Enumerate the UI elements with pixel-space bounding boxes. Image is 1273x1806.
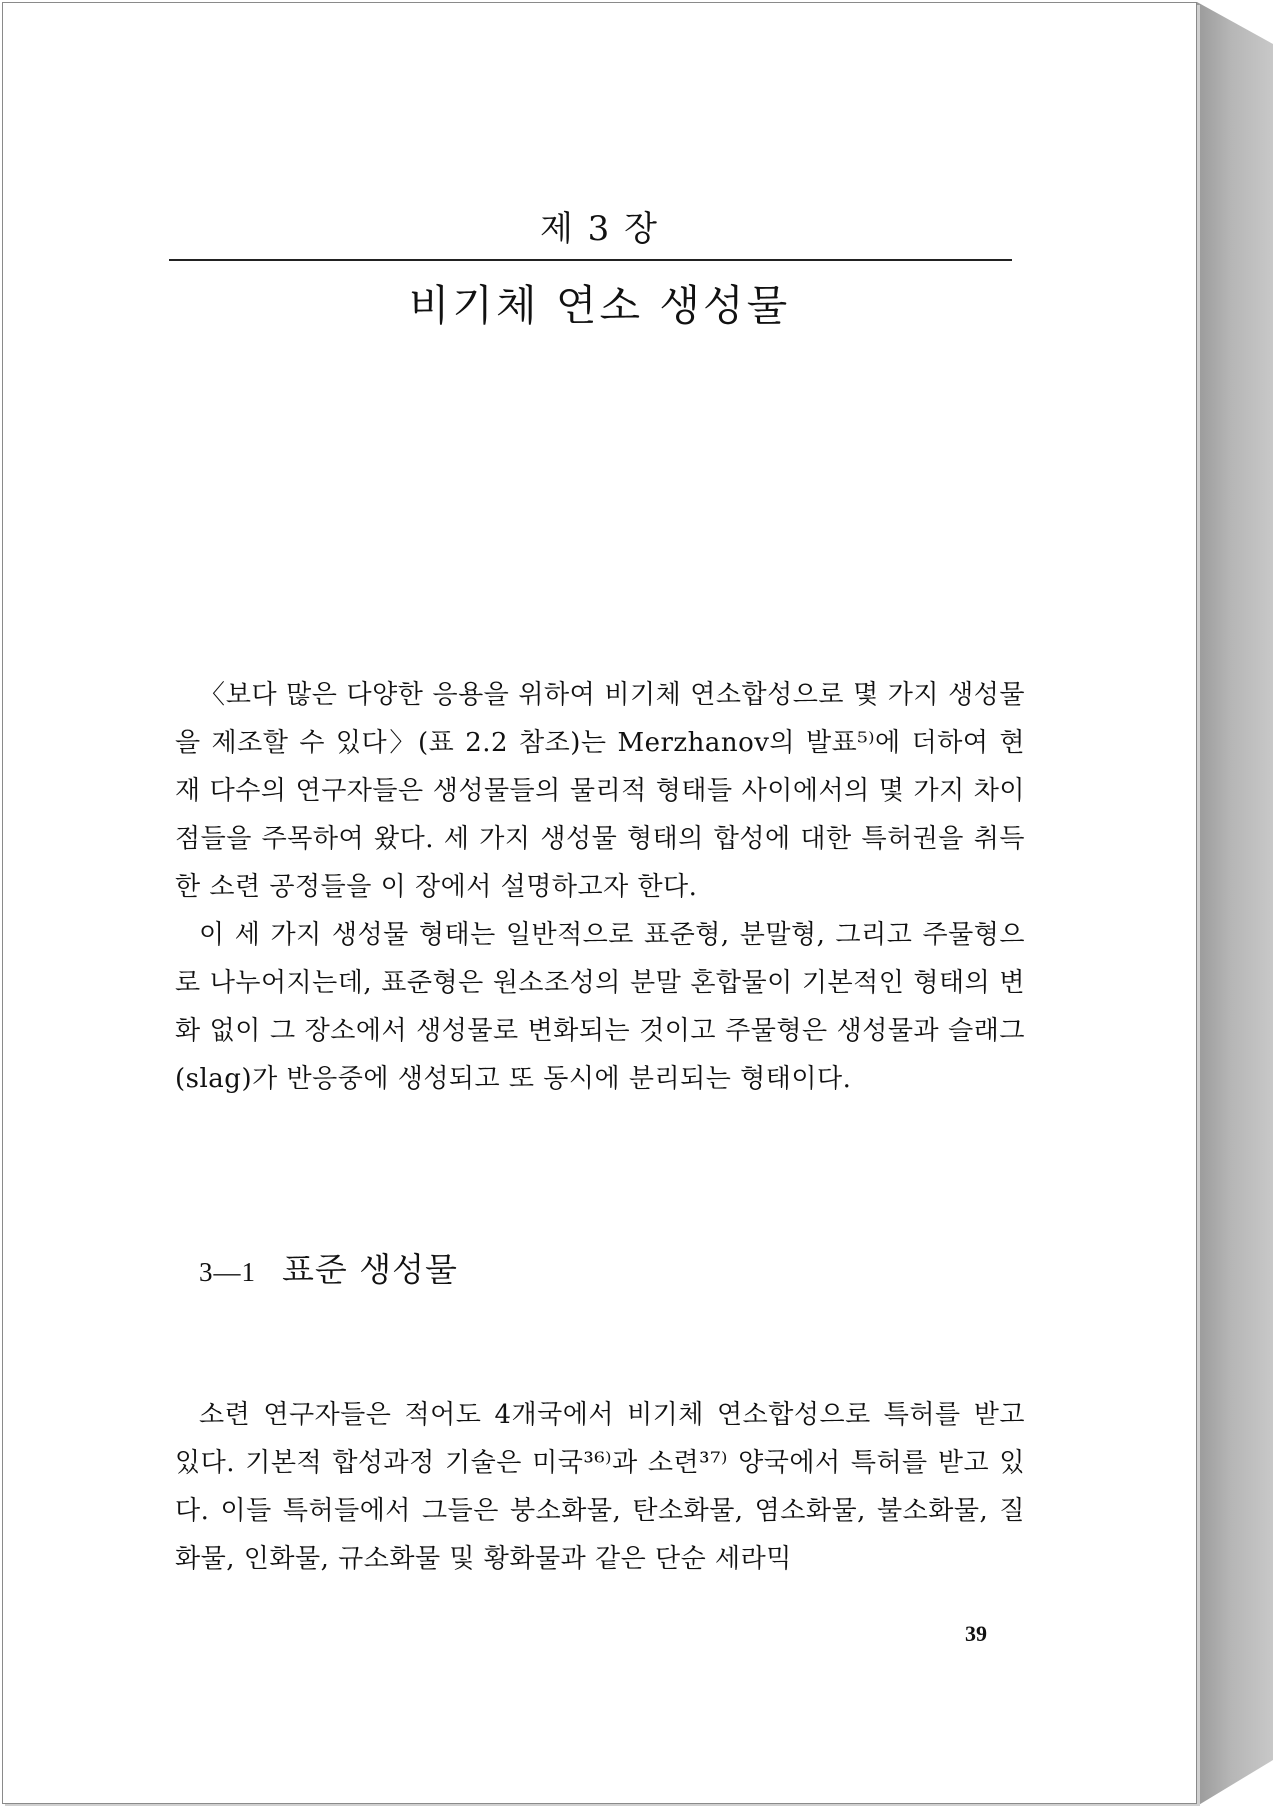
chapter-intro [175,671,1025,1103]
page-number: 39 [965,1621,987,1646]
paragraph: 〈보다 많은 다양한 응용을 위하여 비기체 연소합성으로 몇 가지 생성물을 제조할 수 있다〉(표 2.2 참조)는 Merzhanov의 발표⁵⁾에 더하여 현재 다수의 연구자들은 생성물들의 물리적 형태들 사이에서의 몇 가지 차이점들을 주목하여 왔다. 세 가지 생성물 형태의 합성에 대한 특허권을 취득한 소련 공정들을 이 장에서 설명하고자 한다. [175,680,1025,902]
section-body [175,1391,1025,1583]
section-title: 표준 생성물 [282,1250,458,1289]
chapter-number: 제 3 장 [540,209,659,249]
paragraph: 이 세 가지 생성물 형태는 일반적으로 표준형, 분말형, 그리고 주물형으로 나누어지는데, 표준형은 원소조성의 분말 혼합물이 기본적인 형태의 변화 없이 그 장소에서 생성물로 변화되는 것이고 주물형은 생성물과 슬래그(slag)가 반응중에 생성되고 또 동시에 분리되는 형태이다. [175,920,1025,1094]
book-page [2,2,1197,1804]
chapter-title: 비기체 연소 생성물 [408,281,791,330]
section-heading [199,1244,458,1291]
section-number: 3—1 [199,1257,256,1287]
book-side-edge [1197,2,1273,1806]
chapter-divider [169,259,1012,261]
paragraph: 소련 연구자들은 적어도 4개국에서 비기체 연소합성으로 특허를 받고 있다. 기본적 합성과정 기술은 미국³⁶⁾과 소련³⁷⁾ 양국에서 특허를 받고 있다. 이들 특허들에서 그들은 붕소화물, 탄소화물, 염소화물, 불소화물, 질화물, 인화물, 규소화물 및 황화물과 같은 단순 세라믹 [175,1400,1025,1574]
